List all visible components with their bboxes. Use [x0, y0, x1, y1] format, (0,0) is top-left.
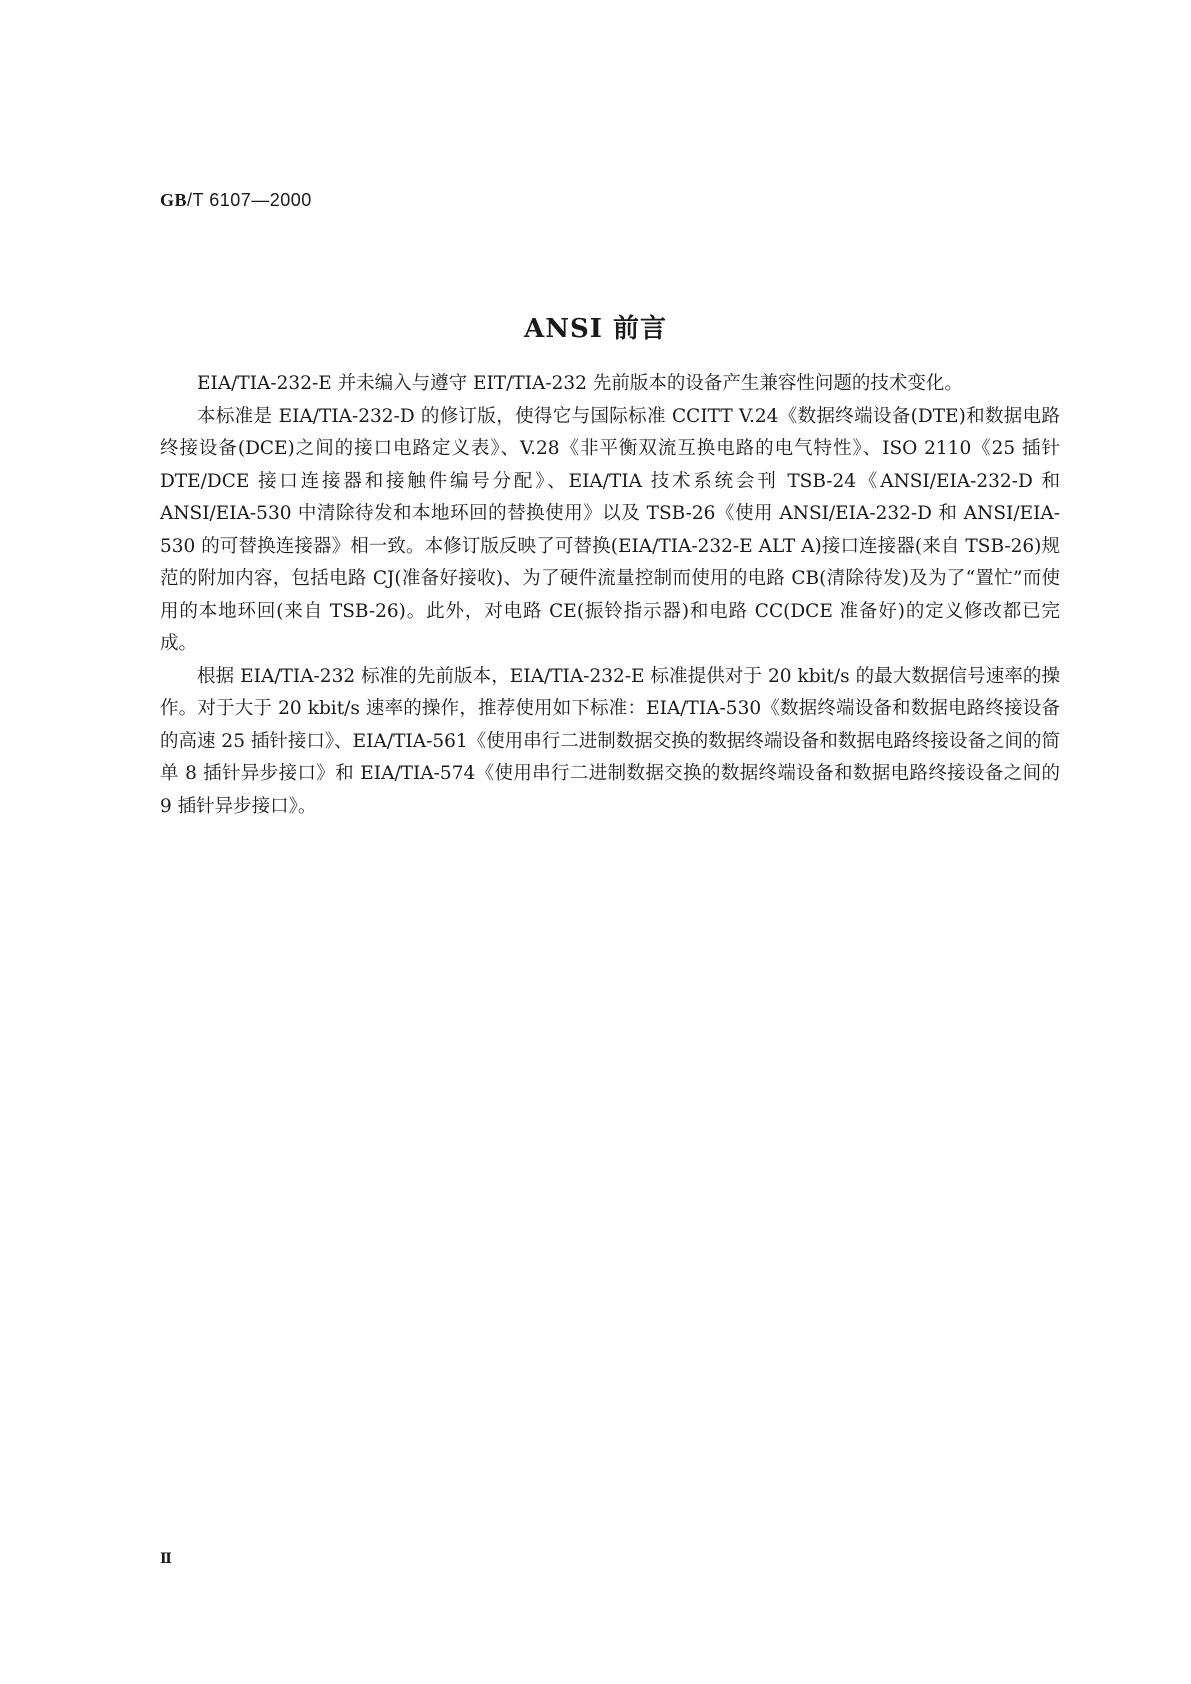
page-number: Ⅱ	[160, 1551, 172, 1567]
paragraph-3: 根据 EIA/TIA-232 标准的先前版本，EIA/TIA-232-E 标准提供对于 20 kbit/s 的最大数据信号速率的操作。对于大于 20 kbit/s 速率的操作，推荐使用如下标准：EIA/TIA-530《数据终端设备和数据电路终接设备的高速 25 插针接口》、EIA/TIA-561《使用串行二进制数据交换的数据终端设备和数据电路终接设备之间的简单 8 插针异步接口》和 EIA/TIA-574《使用串行二进制数据交换的数据终端设备和数据电路终接设备之间的 9 插针异步接口》。	[160, 665, 1060, 817]
standard-code	[160, 190, 312, 211]
paragraph-1: EIA/TIA-232-E 并未编入与遵守 EIT/TIA-232 先前版本的设备产生兼容性问题的技术变化。	[197, 373, 963, 394]
standard-number: /T 6107—2000	[187, 190, 312, 210]
paragraph-2: 本标准是 EIA/TIA-232-D 的修订版，使得它与国际标准 CCITT V.24《数据终端设备(DTE)和数据电路终接设备(DCE)之间的接口电路定义表》、V.28《非平衡双流互换电路的电气特性》、ISO 2110《25 插针 DTE/DCE 接口连接器和接触件编号分配》、EIA/TIA 技术系统会刊 TSB-24《ANSI/EIA-232-D 和 ANSI/EIA-530 中清除待发和本地环回的替换使用》以及 TSB-26《使用 ANSI/EIA-232-D 和 ANSI/EIA-530 的可替换连接器》相一致。本修订版反映了可替换(EIA/TIA-232-E ALT A)接口连接器(来自 TSB-26)规范的附加内容，包括电路 CJ(准备好接收)、为了硬件流量控制而使用的电路 CB(清除待发)及为了“置忙”而使用的本地环回(来自 TSB-26)。此外，对电路 CE(振铃指示器)和电路 CC(DCE 准备好)的定义修改都已完成。	[160, 405, 1060, 654]
page-title: ANSI 前言	[524, 314, 667, 344]
body-text	[160, 368, 1060, 823]
standard-prefix: GB	[160, 190, 188, 210]
